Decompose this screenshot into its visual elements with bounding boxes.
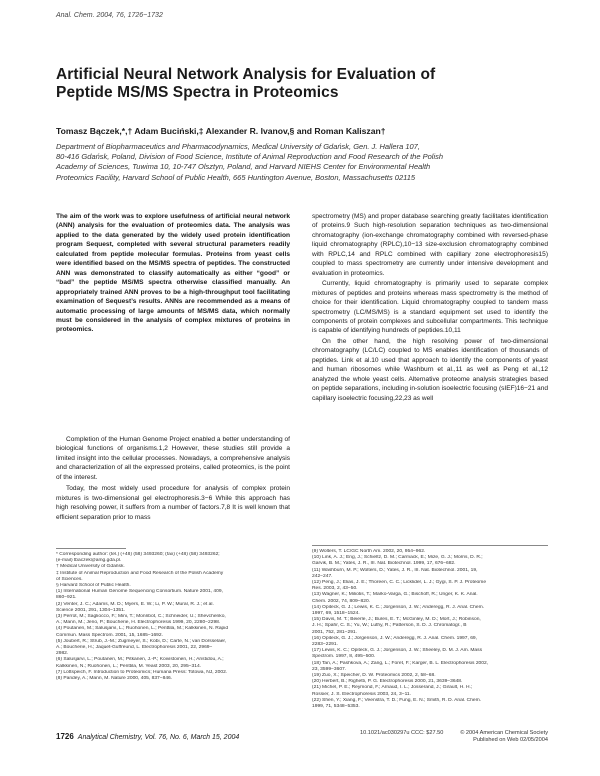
journal-issue: Analytical Chemistry, Vol. 76, No. 6, March 15, 2004: [77, 734, 240, 741]
footnote-line: (20) Herbert, B.; Righetti, P. G. Electrophoresis 2000, 21, 3639−3648.: [312, 679, 463, 685]
publication-info: [360, 730, 548, 745]
footnote-line: 242−247.: [312, 573, 333, 579]
author-list: Tomasz Bączek,*,† Adam Buciński,‡ Alexander R. Ivanov,§ and Roman Kaliszan†: [56, 126, 386, 136]
footnote-line: Garvik, B. M.; Yates, J. R., III. Nat. Biotechnol. 1999, 17, 676−682.: [312, 561, 456, 567]
footnote-line: Science 2001, 291, 1304−1351.: [56, 607, 126, 613]
footnote-line: § Harvard School of Public Health.: [56, 583, 131, 589]
footnote-line: (9) Wolters, T. LC/GC North Am. 2002, 20, 954−962.: [312, 549, 426, 554]
footnote-line: (2) Venter, J. C.; Adams, M. D.; Myers, E. W.; Li, P. W.; Mural, R. J.; et al.: [56, 601, 214, 607]
affiliation-line: Academy of Sciences, Tuwima 10, 10-747 Olsztyn, Poland, and Harvard NIEHS Center for Environmental Health: [56, 162, 431, 172]
footnote-line: of Sciences.: [56, 576, 83, 582]
introduction: [56, 435, 290, 524]
footnote-line: Commun. Mass Spectrom. 2001, 15, 1685−1692.: [56, 632, 163, 638]
footnote-divider: [312, 545, 548, 546]
right-footnotes: [312, 549, 548, 710]
footnote-line: 2001, 752, 281−291.: [312, 629, 358, 635]
body-paragraph: spectrometry (MS) and proper database searching greatly facilitates identification of proteins.9 Such high-resolution separation techniques as two-dimensional chromatography (ion-exchange chromatography combined with reversed-phase liquid chromatography (RPLC),10−13 size-exclusion chromatography combined with RPLC,14 and RPLC combined with capillary zone electrophoresis15) coupled to mass spectrometry are currently under intensive development and evaluation in proteomics.: [312, 213, 548, 277]
page-number: 1726: [56, 732, 74, 741]
article-title: [56, 66, 556, 102]
footnote-line: 2283−2291.: [312, 642, 338, 648]
footnote-line: (6) Salusjarvi, L.; Poutanen, M.; Pitkanen, J.-P.; Koivistoinen, H.; Aristidou, A.;: [56, 657, 224, 663]
footnote-line: (15) Davis, M. T.; Beierle, J.; Bures, E. T.; McGinley, M. D.; Mort, J.; Robinson,: [312, 617, 481, 623]
footnote-line: * Corresponding author: (tel.) (+48) (58) 3493260; (fax) (+48) (58) 3493262;: [56, 552, 220, 557]
publication-date: Published on Web 02/05/2004: [473, 737, 548, 744]
body-paragraph: Completion of the Human Genome Project enabled a better understanding of biological functions of organisms.1,2 However, these studies still provide a limited insight into the cellular processes. Nowadays, a comprehensive analysis and characterization of all the expressed proteins, called proteomics, is the point of the interest.: [56, 436, 290, 481]
body-paragraph: Today, the most widely used procedure for analysis of complex protein mixtures is two-dimensional gel electrophoresis.3−6 While this approach has high resolving power, it suffers from a number of factors.7,8 It is well known that efficient separation prior to mass: [56, 485, 290, 521]
footnote-line: (18) Tan, A.; Pashkova, A.; Zang, L.; Foret, F.; Karger, B. L. Electrophoresis 2002,: [312, 660, 489, 666]
footnote-line: (16) Opiteck, G. J.; Jorgenson, J. W.; Anderegg, R. J. Anal. Chem. 1997, 69,: [312, 635, 478, 641]
footnote-line: (10) Link, A. J.; Eng, J.; Schieltz, D. M.; Carmack, E.; Mize, G. J.; Morris, D. R.;: [312, 555, 483, 561]
footnote-line: 860−921.: [56, 595, 77, 601]
body-paragraph: On the other hand, the high resolving power of two-dimensional chromatography (LC/LC) coupled to MS enables identification of thousands of peptides. Link et al.10 used that approach to identify the components of yeast and human ribosomes while Washburn et al.,11 as well as Peng et al.,12 analyzed the whole yeast cells. Alternative proteome analysis strategies based on peptide separations, including in-solution isoelectric focusing (sIEF)16−21 and capillary isoelectric focusing,22,23 as well: [312, 337, 548, 402]
footnote-line: (8) Pandey, A.; Mann, M. Nature 2000, 405, 837−846.: [56, 676, 173, 682]
affiliation-line: 80-416 Gdańsk, Poland, Division of Food Science, Institute of Animal Reproduction and Food Research of the Polish: [56, 152, 444, 162]
footnote-line: A.; Mann, M.; Jeno, P.; Boucherie, H. Electrophoresis 1999, 20, 2280−2298.: [56, 620, 221, 626]
footnote-line: (12) Peng, J.; Elias, J. E.; Thoreen, C. C.; Licklider, L. J.; Gygi, S. P. J. Proteome: [312, 580, 487, 586]
title-line: Artificial Neural Network Analysis for Evaluation of: [56, 66, 436, 83]
affiliation-line: Department of Biopharmaceutics and Pharmacodynamics, Medical University of Gdańsk, Gen. J. Hallera 107,: [56, 142, 420, 151]
journal-reference: Anal. Chem. 2004, 76, 1726−1732: [56, 12, 163, 19]
footnote-line: Rossier, J. S. Electrophoresis 2003, 24, 3−11.: [312, 691, 411, 697]
footnote-line: (5) Joubert, R.; Strub, J.-M.; Zugmeyer, S.; Kobi, D.; Carte, N.; van Dorsselaer,: [56, 638, 227, 644]
footnote-line: † Medical University of Gdańsk.: [56, 564, 125, 570]
footnote-line: Kalkkinen, N.; Ruohonen, L.; Penttila, M. Yeast 2003, 20, 295−314.: [56, 663, 202, 669]
footnote-line: (21) Michel, P. E.; Reymond, F.; Arnaud, I. L.; Josserand, J.; Girault, H. H.;: [312, 685, 473, 691]
title-line: Peptide MS/MS Spectra in Proteomics: [56, 84, 339, 101]
footnote-line: (e-mail) tbaczek@amg.gda.pl.: [56, 558, 122, 564]
footnote-line: (3) Perrot, M.; Sagliocco, F.; Mini, T.; Monribot, C.; Schneider, U.; Shevchenko,: [56, 614, 226, 620]
footnote-line: (14) Opiteck, G. J.; Lewis, K. C.; Jorgenson, J. W.; Anderegg, R. J. Anal. Chem.: [312, 604, 485, 610]
affiliations: [56, 142, 556, 183]
footnote-line: (17) Lewis, K. C.; Opiteck, G. J.; Jorgenson, J. W.; Sheeley, D. M. J. Am. Mass: [312, 648, 483, 654]
footnote-line: Spectrom. 1997, 8, 495−500.: [312, 654, 376, 660]
footnote-line: 1997, 69, 1518−1524.: [312, 611, 360, 617]
footnote-line: (22) Shen, Y.; Xiang, F.; Veenstra, T. D.; Fung, E. N.; Smith, R. D. Anal. Chem.: [312, 697, 482, 703]
footnote-line: J. H.; Spahr, C. S.; Yu, W.; Luthy, R.; Patterson, S. D. J. Chromatogr., B: [312, 623, 467, 629]
footnote-line: Chem. 2002, 74, 809−820.: [312, 598, 371, 604]
footnote-line: (4) Poutanen, M.; Salusjarvi, L.; Ruohonen, L.; Penttila, M.; Kalkkinen, N. Rapid: [56, 626, 229, 632]
footnote-line: (19) Zuo, X.; Speicher, D. W. Proteomics 2002, 2, 58−68.: [312, 673, 436, 679]
footnote-line: 1999, 71, 5348−5353.: [312, 704, 360, 710]
footnote-line: Res. 2003, 2, 43−50.: [312, 586, 358, 592]
footnote-line: 2982.: [56, 651, 69, 657]
right-column-text: [312, 212, 548, 404]
footnote-line: A.; Boucherie, H.; Jaquet-Guffreund, L. Electrophoresis 2001, 22, 2969−: [56, 645, 213, 651]
footnote-line: 23, 3599−3607.: [312, 666, 347, 672]
doi: 10.1021/ac030297u CCC: $27.50: [360, 730, 444, 736]
footnote-line: (11) Washburn, M. P.; Wolters, D.; Yates, J. R., III. Nat. Biotechnol. 2001, 19,: [312, 567, 478, 573]
footnote-divider: [56, 548, 126, 549]
footnote-line: (1) International Human Genome Sequencing Consortium. Nature 2001, 409,: [56, 589, 223, 595]
page-footer: [56, 732, 239, 741]
affiliation-line: Proteomics Facility, Harvard School of Public Health, 665 Huntington Avenue, Boston, Massachusetts 02115: [56, 172, 416, 182]
abstract-text: The aim of the work was to explore usefulness of artificial neural network (ANN) analysis for the evaluation of proteomics data. The analysis was applied to the data generated by the widely used protein identification program Sequest, completed with several structural parameters readily calculated from peptide molecular formulas. Proteins from yeast cells were identified based on the MS/MS spectra of peptides. The constructed ANN was demonstrated to classify automatically as either “good” or “bad” the peptide MS/MS spectra otherwise classified manually. An appropriately trained ANN proves to be a high-throughput tool facilitating examination of Sequest’s results. ANNs are recommended as a means of automatic processing of large amounts of MS/MS data, which normally must be considered in the analysis of complex mixtures of proteins in proteomics.: [56, 213, 290, 334]
footnote-line: (13) Wagner, K.; Miliotis, T.; Marko-Varga, G.; Bischoff, R.; Unger, K. K. Anal.: [312, 592, 478, 598]
abstract: [56, 212, 290, 335]
left-footnotes: [56, 552, 290, 682]
footnote-line: ‡ Institute of Animal Reproduction and Food Research of the Polish Academy: [56, 570, 224, 576]
body-paragraph: Currently, liquid chromatography is primarily used to separate complex mixtures of peptides and proteins whereas mass spectrometry is the method of choice for their identification. Liquid chromatography coupled to tandem mass spectrometry (LC/MS/MS) is a standard equipment set used to identify the components of protein complexes and subcellular compartments. This technique is capable of identifying hundreds of peptides.10,11: [312, 280, 548, 335]
footnote-line: (7) Lottspeich, F. Introduction to Proteomics; Humana Press: Totowa, NJ, 2002.: [56, 669, 228, 675]
copyright: © 2004 American Chemical Society: [460, 730, 548, 736]
